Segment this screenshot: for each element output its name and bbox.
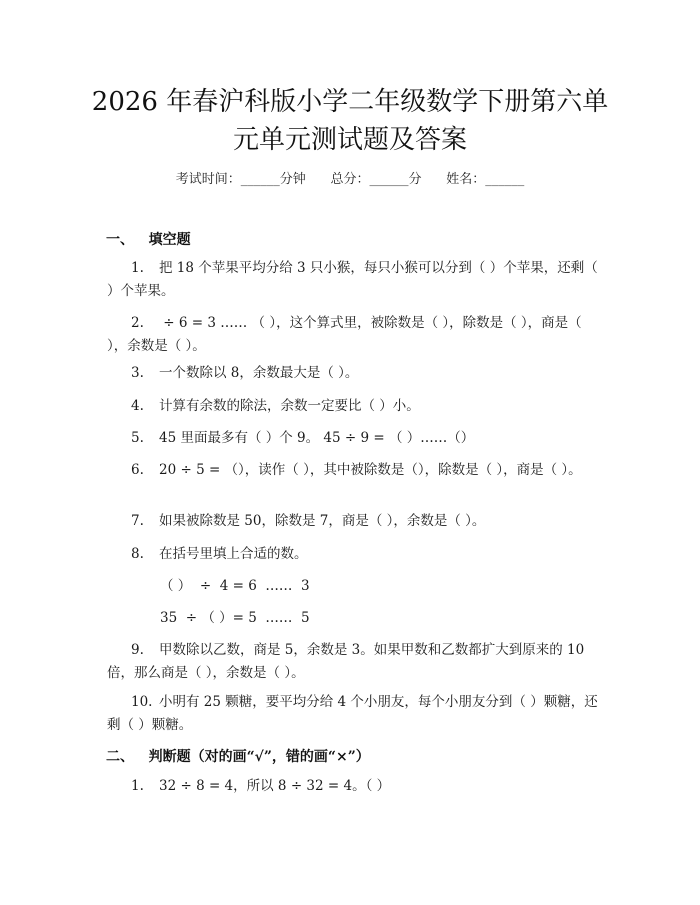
question-3 xyxy=(107,362,600,385)
document-title-line-1: 2026 年春沪科版小学二年级数学下册第六单 xyxy=(91,87,609,117)
question-text: ÷ 6 = 3 …… （ ），这个算式里，被除数是（ ），除数是（ ），商是（ ），余数是（ ）。 xyxy=(107,315,582,354)
question-text: 甲数除以乙数，商是 5，余数是 3。如果甲数和乙数都扩大到原来的 10 倍，那么商是（ ），余数是（ ）。 xyxy=(107,642,585,681)
question-text: 32 ÷ 8 = 4，所以 8 ÷ 32 = 4。（ ） xyxy=(159,778,391,794)
section-heading-fill-in: 一、 填空题 xyxy=(106,232,191,248)
question-10 xyxy=(107,691,600,737)
section-heading-true-false: 二、 判断题（对的画“√”，错的画“×”） xyxy=(106,749,370,765)
question-number: 3. xyxy=(131,365,144,381)
question-number: 1. xyxy=(131,778,144,794)
question-8-item-2: 35 ÷ （ ）= 5 …… 5 xyxy=(160,610,310,626)
question-number: 2. xyxy=(131,315,144,331)
question-number: 4. xyxy=(131,398,144,414)
question-number: 7. xyxy=(131,513,144,529)
question-number: 9. xyxy=(131,642,144,658)
question-number: 10. xyxy=(131,694,153,710)
question-8-item-1: （ ） ÷ 4 = 6 …… 3 xyxy=(160,578,310,594)
question-4 xyxy=(107,395,600,418)
question-7 xyxy=(107,510,600,533)
question-text: 计算有余数的除法，余数一定要比（ ）小。 xyxy=(159,398,420,414)
question-1 xyxy=(107,257,600,303)
question-number: 1. xyxy=(131,260,144,276)
exam-meta-line: 考试时间：______分钟 总分：______分 姓名：______ xyxy=(175,172,525,187)
question-2 xyxy=(107,312,600,358)
question-text: 20 ÷ 5 = （），读作（ ），其中被除数是（），除数是（ ），商是（ ）。 xyxy=(159,462,582,478)
question-text: 45 里面最多有（ ）个 9。 45 ÷ 9 = （ ）……（） xyxy=(159,430,475,446)
question-text: 在括号里填上合适的数。 xyxy=(159,546,308,562)
question-9 xyxy=(107,639,600,685)
question-text: 小明有 25 颗糖，要平均分给 4 个小朋友，每个小朋友分到（ ）颗糖，还剩（ ）颗糖。 xyxy=(107,694,598,733)
question-8 xyxy=(107,543,600,566)
question-number: 5. xyxy=(131,430,144,446)
document-title-line-2: 元单元测试题及答案 xyxy=(232,125,467,155)
question-text: 把 18 个苹果平均分给 3 只小猴，每只小猴可以分到（ ）个苹果，还剩（ ）个苹果。 xyxy=(107,260,598,299)
question-number: 8. xyxy=(131,546,144,562)
question-text: 一个数除以 8，余数最大是（ ）。 xyxy=(159,365,359,381)
question-text: 如果被除数是 50，除数是 7，商是（ ），余数是（ ）。 xyxy=(159,513,486,529)
question-5 xyxy=(107,427,600,450)
true-false-question-1 xyxy=(107,775,600,798)
question-number: 6. xyxy=(131,462,144,478)
question-6 xyxy=(107,459,600,482)
